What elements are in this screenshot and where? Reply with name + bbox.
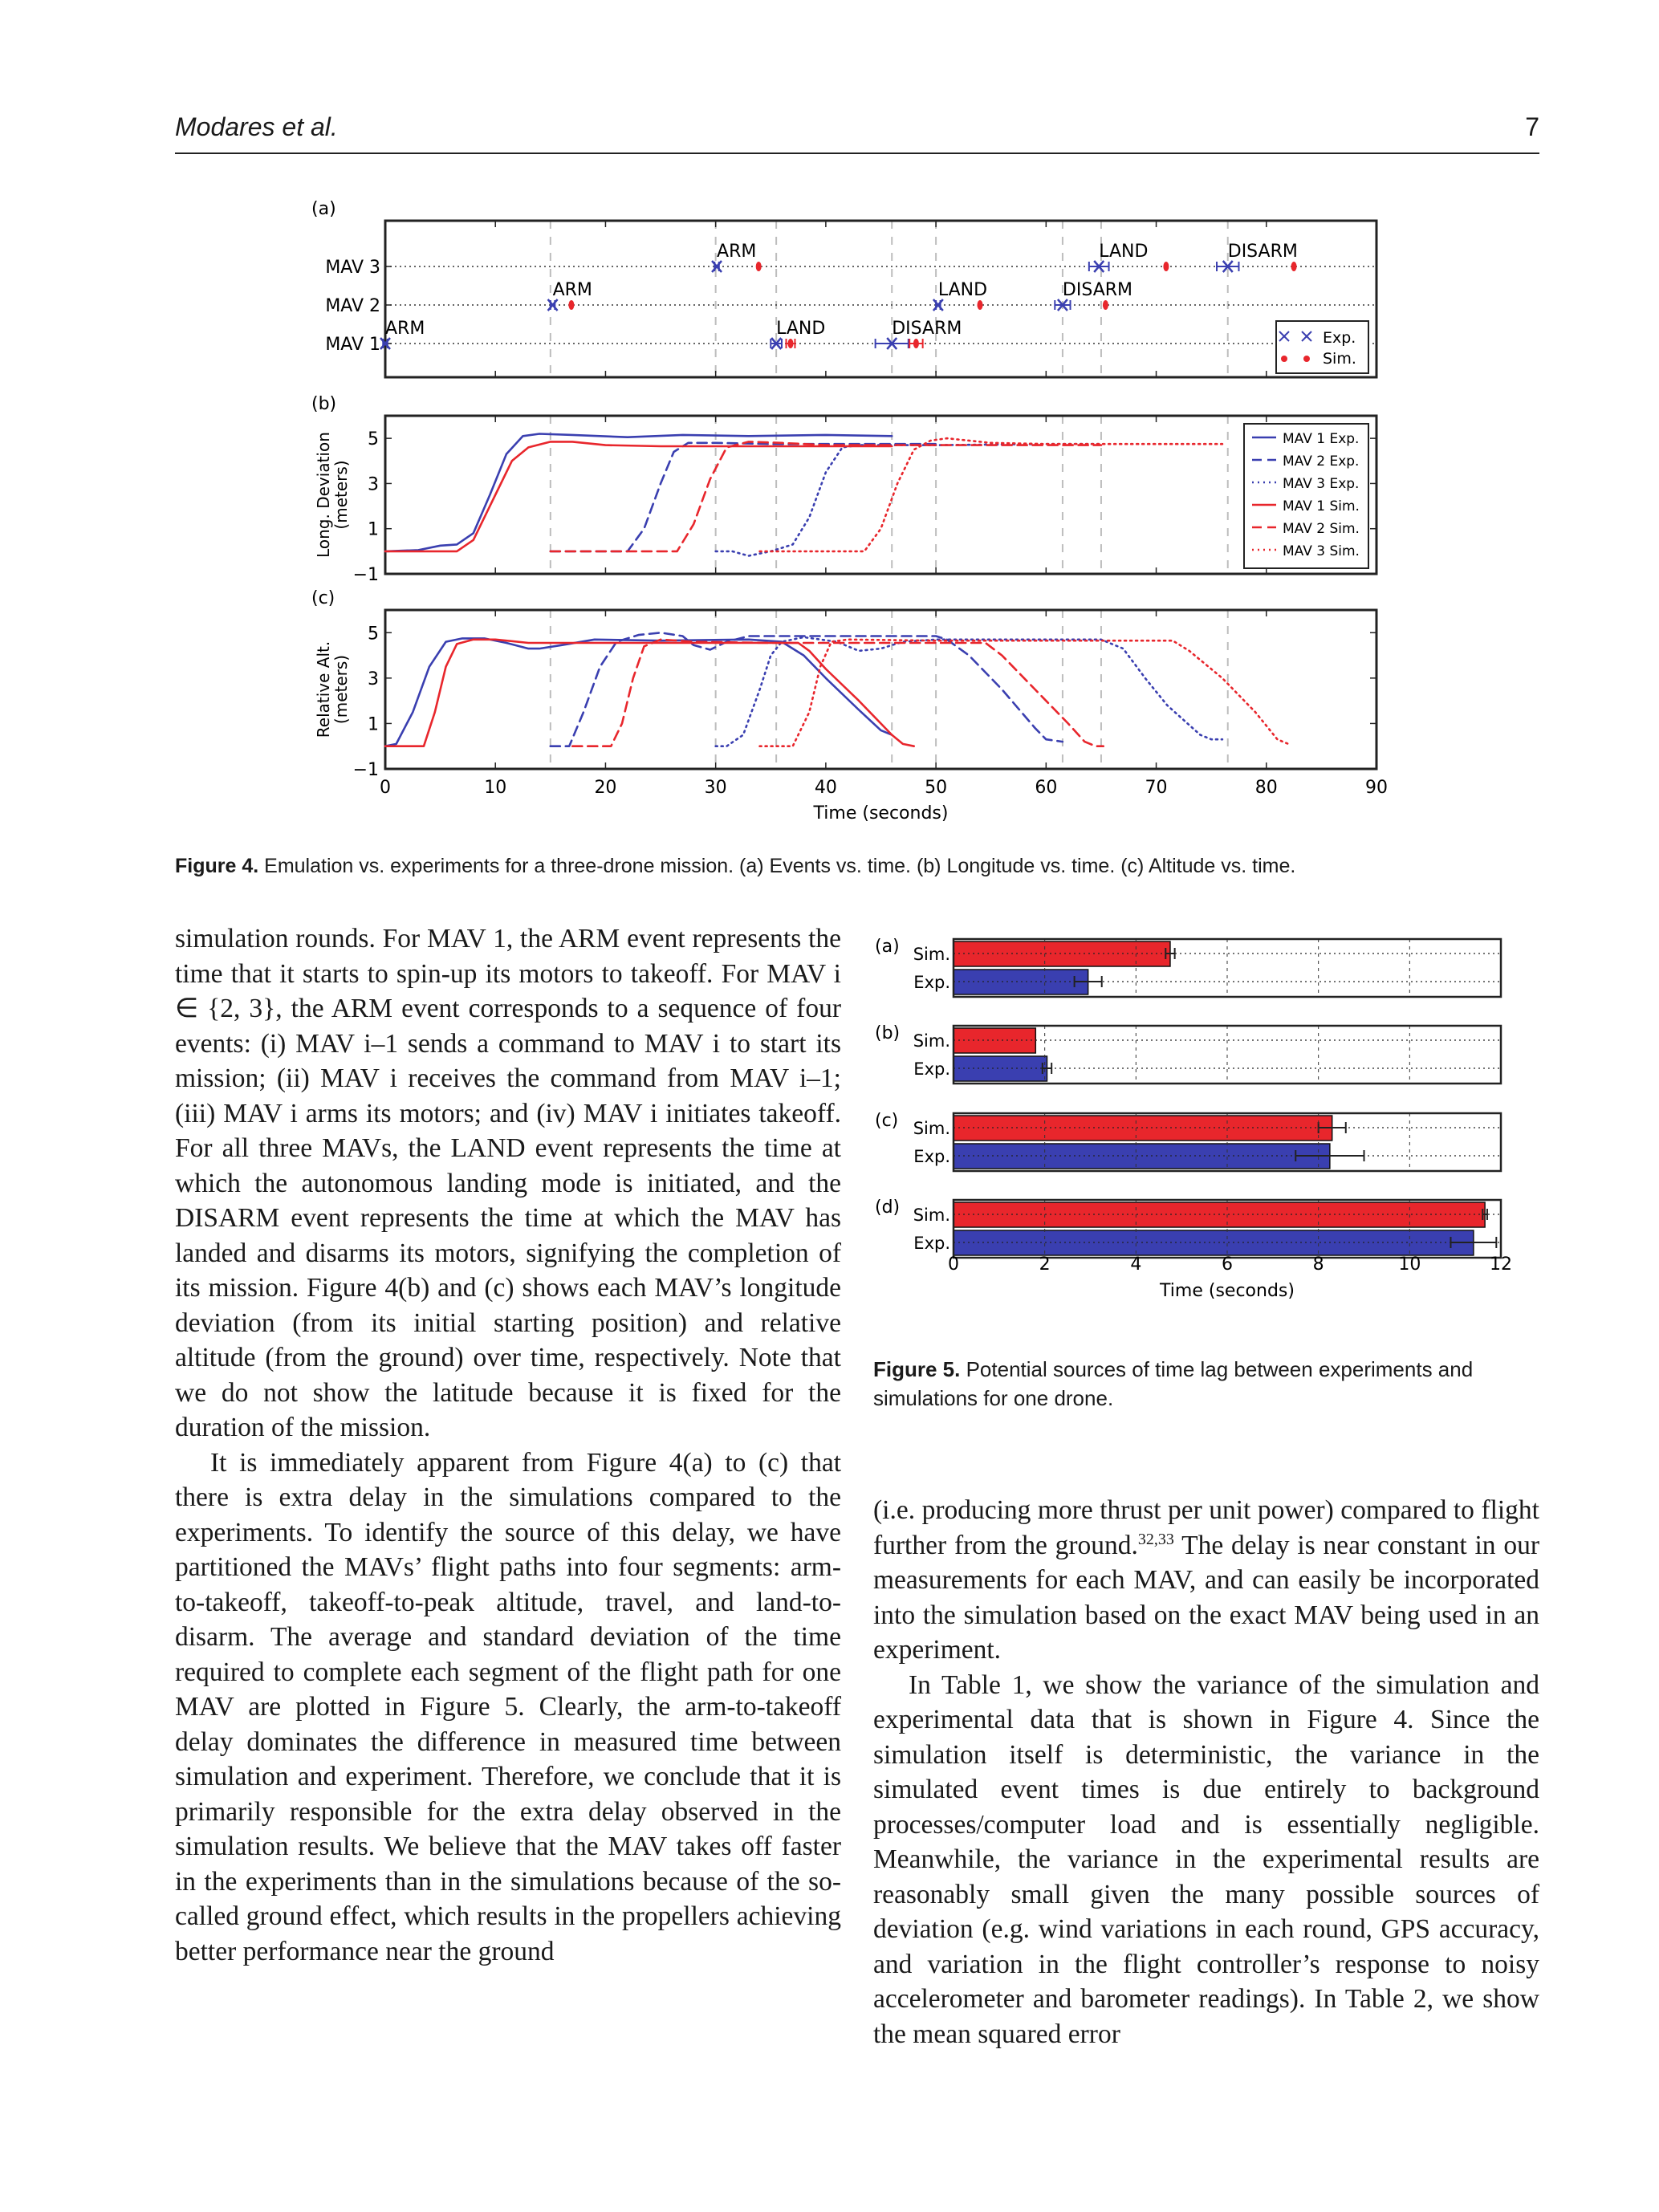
bar-panel [875, 1111, 1501, 1171]
y-axis-label: Relative Alt. [314, 640, 333, 738]
series-line-mav-3-exp [716, 637, 1222, 746]
panel-label: (d) [875, 1197, 901, 1218]
series-line-mav-1-exp [385, 638, 892, 746]
header-authors: Modares et al. [175, 112, 338, 141]
legend-b [1244, 424, 1368, 568]
y-tick-label: 1 [368, 714, 379, 735]
sim-event-marker [787, 339, 793, 348]
y-tick-label: MAV 3 [325, 258, 380, 278]
legend-label: MAV 3 Sim. [1283, 543, 1360, 559]
sim-legend-marker [1281, 356, 1287, 362]
legend-a [1276, 321, 1368, 373]
y-tick-label: 5 [368, 624, 379, 644]
x-tick-label: 12 [1490, 1254, 1512, 1275]
panel-label: (b) [311, 394, 337, 414]
category-label: Sim. [913, 945, 950, 964]
body-column-right [873, 1493, 1539, 2051]
y-tick-label: MAV 1 [325, 335, 380, 355]
series-line-mav-3-sim [760, 438, 1222, 551]
y-axis-label: Long. Deviation [314, 432, 333, 558]
event-label: LAND [937, 280, 988, 300]
paragraph [873, 1493, 1539, 1668]
series-line-mav-3-exp [716, 444, 1101, 555]
sim-event-marker [913, 339, 919, 348]
category-label: Sim. [913, 1119, 950, 1138]
bar-panel [875, 1023, 1501, 1084]
category-label: Exp. [913, 1059, 950, 1079]
y-tick-label: MAV 2 [325, 296, 380, 316]
category-label: Exp. [913, 1147, 950, 1166]
x-tick-label: 8 [1312, 1254, 1324, 1275]
figure-5-caption [873, 1355, 1531, 1413]
citation-superscript: 32,33 [1137, 1530, 1174, 1548]
event-label: DISARM [1062, 280, 1133, 300]
x-tick-label: 60 [1035, 778, 1058, 798]
y-tick-label: 5 [368, 429, 379, 450]
x-tick-label: 0 [380, 778, 391, 798]
paragraph-text: The delay is near constant in our measurements for each MAV, and can easily be incorporated into the simulation based on the exact MAV being used in an experiment. [873, 1530, 1539, 1665]
figure-4 [305, 197, 1429, 831]
series-line-mav-2-exp [551, 443, 936, 551]
y-tick-label: −1 [352, 760, 379, 780]
x-tick-label: 40 [814, 778, 837, 798]
sim-event-marker [756, 262, 762, 271]
legend-label: Sim. [1323, 350, 1356, 368]
bar-panel [875, 1197, 1501, 1258]
figure-5-caption-label: Figure 5. [873, 1357, 961, 1381]
legend-label: MAV 2 Sim. [1283, 521, 1360, 537]
event-label: LAND [776, 319, 826, 339]
figure-4-caption-label: Figure 4. [175, 855, 259, 877]
x-tick-label: 0 [948, 1254, 959, 1275]
y-tick-label: 3 [368, 669, 379, 689]
body-column-left [175, 921, 841, 1969]
x-tick-label: 30 [704, 778, 727, 798]
legend-label: MAV 1 Sim. [1283, 498, 1360, 514]
y-tick-label: 1 [368, 519, 379, 540]
series-line-mav-2-sim [572, 640, 1103, 746]
category-label: Sim. [913, 1206, 950, 1225]
y-axis-label-units: (meters) [331, 460, 351, 530]
sim-event-marker [1163, 262, 1169, 271]
series-line-mav-3-sim [760, 640, 1289, 746]
y-axis-label-units: (meters) [331, 654, 351, 725]
figure-4-caption-text: Emulation vs. experiments for a three-drone mission. (a) Events vs. time. (b) Longitude vs. time. (c) Altitude vs. time. [264, 855, 1296, 877]
panel-label: (c) [875, 1111, 899, 1131]
sim-legend-marker [1303, 356, 1310, 362]
paragraph: In Table 1, we show the variance of the simulation and experimental data that is shown in Figure 4. Since the simulation itself is deterministic, the variance in the simulated event times is due entirely to background processes/computer load and is essentially negligible. Meanwhile, the variance in the experimental results are reasonably small given the many possible sources of deviation (e.g. wind variations in each round, GPS accuracy, and variation in the flight controller’s response to noisy accelerometer and barometer readings). In Table 2, we show the mean squared error [873, 1669, 1539, 2049]
paragraph: It is immediately apparent from Figure 4(a) to (c) that there is extra delay in the simulations compared to the experiments. To identify the source of this delay, we have partitioned the MAVs’ flight paths into four segments: arm-to-takeoff, takeoff-to-peak altitude, travel, and land-to-disarm. The average and standard deviation of the time required to complete each segment of the flight path for one MAV are plotted in Figure 5. Clearly, the arm-to-takeoff delay dominates the difference in measured time between simulation and experiment. Therefore, we conclude that it is primarily responsible for the extra delay observed in the simulation results. We believe that the MAV takes off faster in the experiments than in the simulations because of the so-called ground effect, which results in the propellers achieving better performance near the ground [175, 1447, 841, 1966]
running-header [175, 112, 1539, 154]
x-axis-label: Time (seconds) [813, 803, 949, 823]
figure-4-caption [175, 855, 1539, 878]
sim-event-marker [1291, 262, 1297, 271]
x-axis-label: Time (seconds) [1160, 1281, 1295, 1301]
event-label: LAND [1099, 242, 1149, 262]
x-tick-label: 10 [484, 778, 507, 798]
exp-bar [954, 1056, 1047, 1081]
paragraph-text: (i.e. producing more thrust per unit power) compared to flight further from the ground. [873, 1495, 1539, 1560]
x-tick-label: 80 [1254, 778, 1278, 798]
series-line-mav-1-exp [385, 434, 892, 551]
sim-event-marker [1103, 300, 1108, 310]
paragraph: simulation rounds. For MAV 1, the ARM event represents the time that it starts to spin-up its motors to takeoff. For MAV i ∈ {2, 3}, the ARM event corresponds to a sequence of four events: (i) MAV i–1 sends a command to MAV i to start its mission; (ii) MAV i receives the command from MAV i–1; (iii) MAV i arms its motors; and (iv) MAV i initiates takeoff. For all three MAVs, the LAND event represents the time at which the autonomous landing mode is initiated, and the DISARM event represents the time at which the MAV has landed and disarms its motors, signifying the completion of its mission. Figure 4(b) and (c) shows each MAV’s longitude deviation (from its initial starting position) and relative altitude (from the ground) over time, respectively. Note that we do not show the latitude because it is fixed for the duration of the mission. [175, 924, 841, 1442]
x-tick-label: 20 [594, 778, 617, 798]
event-label: DISARM [1227, 242, 1298, 262]
panel-label: (c) [311, 588, 335, 608]
sim-event-marker [568, 300, 574, 310]
legend-label: MAV 3 Exp. [1283, 476, 1360, 492]
x-tick-label: 70 [1145, 778, 1168, 798]
event-label: ARM [552, 280, 592, 300]
page-number: 7 [1525, 112, 1539, 141]
x-tick-label: 50 [925, 778, 948, 798]
legend-label: Exp. [1323, 329, 1356, 347]
figure-5 [875, 931, 1533, 1332]
event-label: ARM [385, 319, 425, 339]
legend-label: MAV 1 Exp. [1283, 431, 1360, 447]
y-tick-label: −1 [352, 565, 379, 585]
bar-panel [875, 937, 1501, 997]
event-label: ARM [717, 242, 757, 262]
legend-label: MAV 2 Exp. [1283, 453, 1360, 470]
category-label: Exp. [913, 973, 950, 992]
x-tick-label: 6 [1222, 1254, 1233, 1275]
y-tick-label: 3 [368, 474, 379, 495]
x-tick-label: 90 [1365, 778, 1388, 798]
category-label: Sim. [913, 1031, 950, 1051]
x-tick-label: 10 [1398, 1254, 1421, 1275]
series-line-mav-2-sim [551, 441, 1101, 551]
series-line-mav-1-sim [385, 640, 914, 746]
category-label: Exp. [913, 1234, 950, 1253]
sim-bar [954, 1028, 1035, 1053]
panel-label: (b) [875, 1023, 901, 1043]
figure-5-caption-text: Potential sources of time lag between experiments and simulations for one drone. [873, 1357, 1474, 1410]
panel-label: (a) [875, 937, 900, 957]
event-label: DISARM [892, 319, 962, 339]
x-tick-label: 4 [1130, 1254, 1142, 1275]
sim-event-marker [978, 300, 983, 310]
x-tick-label: 2 [1039, 1254, 1051, 1275]
panel-label: (a) [311, 199, 336, 219]
